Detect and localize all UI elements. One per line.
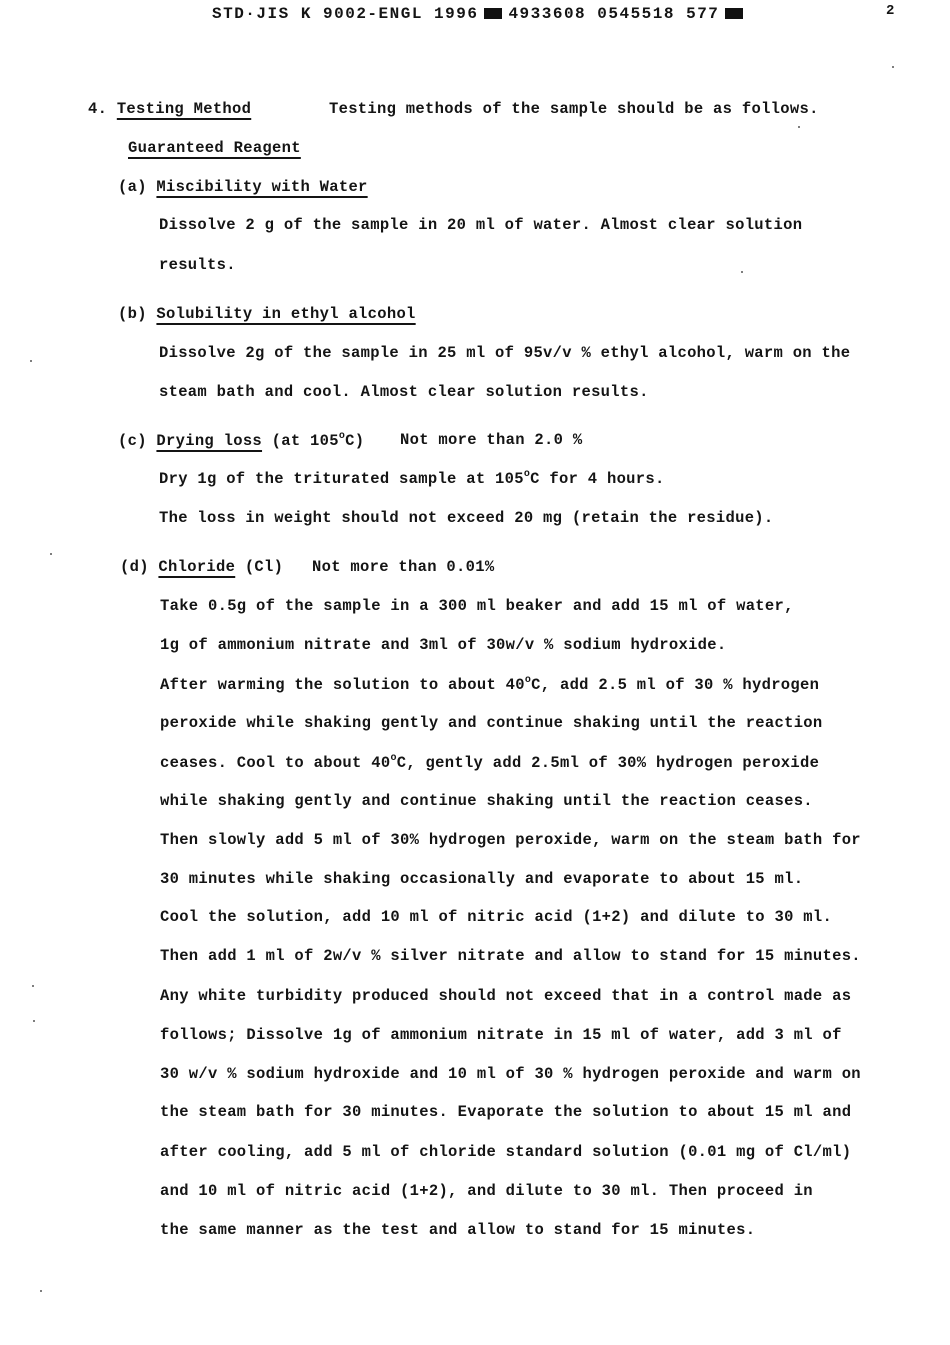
degree-mark: o [523,469,531,480]
body-line [160,675,819,694]
condition: (at 105 [262,432,339,450]
scan-speck [798,126,800,128]
body-line: results. [159,256,236,274]
degree-mark: o [524,675,532,686]
code-group: 4933608 [508,5,587,23]
degree-mark: o [390,753,397,764]
page-mark: 2 [886,3,895,19]
body-line: the steam bath for 30 minutes. Evaporate the solution to about 15 ml and [160,1103,852,1121]
body-line: 30 minutes while shaking occasionally and evaporate to about 15 ml. [160,870,804,888]
limit-spec: Not more than 0.01% [312,558,495,576]
scan-speck [50,553,52,555]
item-marker: (a) [118,178,147,196]
body-line: Then slowly add 5 ml of 30% hydrogen peroxide, warm on the steam bath for [160,831,861,849]
scan-speck [32,985,34,987]
section-intro: Testing methods of the sample should be as follows. [329,100,819,118]
body-line: the same manner as the test and allow to stand for 15 minutes. [160,1221,756,1239]
body-line: Then add 1 ml of 2w/v % silver nitrate and allow to stand for 15 minutes. [160,947,861,965]
text-run: C, add 2.5 ml of 30 % hydrogen [531,676,820,694]
element-symbol: (Cl) [235,558,284,576]
body-line: Take 0.5g of the sample in a 300 ml beaker and add 15 ml of water, [160,597,794,615]
scan-speck [892,66,894,68]
redaction-block [725,8,743,19]
body-line: Dissolve 2 g of the sample in 20 ml of water. Almost clear solution [159,216,803,234]
text-run: ceases. Cool to about 40 [160,754,391,772]
scan-speck [741,271,743,273]
doc-id: STD·JIS K 9002-ENGL 1996 [212,5,479,23]
section-title: Testing Method [116,100,252,118]
body-line: Any white turbidity produced should not exceed that in a control made as [160,987,852,1005]
body-line: The loss in weight should not exceed 20 mg (retain the residue). [159,509,774,527]
body-line: Cool the solution, add 10 ml of nitric acid (1+2) and dilute to 30 ml. [160,908,833,926]
item-marker: (d) [120,558,149,576]
item-title: Drying loss [156,432,263,450]
section-number: 4. [88,100,108,118]
scan-speck [30,360,32,362]
redaction-block [484,8,502,19]
item-marker: (c) [118,432,147,450]
section-heading [88,100,251,118]
body-line: follows; Dissolve 1g of ammonium nitrate in 15 ml of water, add 3 ml of [160,1026,842,1044]
body-line: 30 w/v % sodium hydroxide and 10 ml of 30 % hydrogen peroxide and warm on [160,1065,861,1083]
condition: C) [345,432,365,450]
body-line: peroxide while shaking gently and continue shaking until the reaction [160,714,823,732]
body-line: 1g of ammonium nitrate and 3ml of 30w/v % sodium hydroxide. [160,636,727,654]
scan-speck [40,1290,42,1292]
item-heading-b [118,305,416,323]
item-marker: (b) [118,305,147,323]
item-heading-d [120,558,283,576]
body-line [159,469,665,488]
page-header [212,5,749,23]
item-title: Solubility in ethyl alcohol [156,305,416,323]
reagent-grade: Guaranteed Reagent [128,139,301,157]
body-line [160,753,819,772]
degree-mark: o [338,431,346,442]
body-line: Dissolve 2g of the sample in 25 ml of 95v/v % ethyl alcohol, warm on the [159,344,851,362]
code-group: 577 [686,5,720,23]
text-run: C for 4 hours. [530,470,665,488]
item-heading-a [118,178,368,196]
item-title: Miscibility with Water [156,178,368,196]
body-line: and 10 ml of nitric acid (1+2), and dilute to 30 ml. Then proceed in [160,1182,813,1200]
body-line: while shaking gently and continue shaking until the reaction ceases. [160,792,813,810]
text-run: After warming the solution to about 40 [160,676,525,694]
text-run: Dry 1g of the triturated sample at 105 [159,470,524,488]
item-title: Chloride [158,558,236,576]
limit-spec: Not more than 2.0 % [400,431,583,449]
item-heading-c [118,431,364,450]
body-line: after cooling, add 5 ml of chloride standard solution (0.01 mg of Cl/ml) [160,1143,852,1161]
code-group: 0545518 [597,5,675,23]
scan-speck [33,1020,35,1022]
text-run: C, gently add 2.5ml of 30% hydrogen peroxide [396,754,820,772]
body-line: steam bath and cool. Almost clear solution results. [159,383,649,401]
